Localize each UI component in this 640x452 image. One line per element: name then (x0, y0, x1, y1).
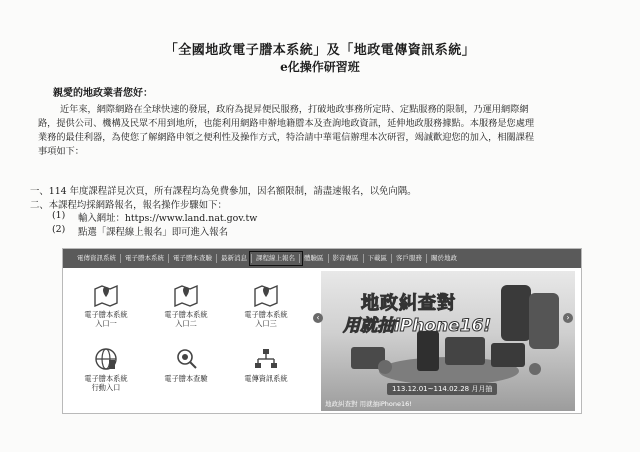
tile-label: 電傳資訊系統 (244, 374, 288, 383)
magnifier-icon (174, 347, 198, 371)
tile-label: 電子謄本系統 (84, 374, 128, 383)
carousel-next-arrow-icon[interactable]: › (563, 313, 573, 323)
step-two-number: (2) (52, 224, 66, 235)
document-title: 「全國地政電子謄本系統」及「地政電傳資訊系統」 (164, 43, 476, 58)
nav-item-transcript-system[interactable]: 電子謄本系統 (121, 254, 169, 263)
promo-caption: 地政糾查對 用就抽iPhone16! (325, 400, 412, 408)
site-nav-bar (63, 249, 581, 268)
item-two: 二、本課程均採網路報名，報名操作步驟如下： (30, 200, 227, 211)
org-chart-icon (254, 347, 278, 371)
step-one-number: (1) (52, 210, 66, 221)
tile-label: 電子謄本查驗 (164, 374, 208, 383)
map-pin-icon (253, 283, 279, 307)
map-pin-icon (173, 283, 199, 307)
website-screenshot (62, 248, 582, 414)
nav-item-experience[interactable]: 體驗區 (300, 254, 329, 263)
promo-subheadline: 用就抽iPhone16! (343, 316, 492, 336)
tile-sublabel: 入口一 (95, 319, 117, 328)
tile-remote-info[interactable] (229, 347, 303, 383)
nav-item-video[interactable]: 影音專區 (329, 254, 364, 263)
tile-sublabel: 行動入口 (91, 383, 121, 392)
promo-date: 113.12.01~114.02.28 月月抽 (387, 383, 497, 395)
tile-sublabel: 入口二 (175, 319, 197, 328)
carousel-prev-arrow-icon[interactable]: ‹ (313, 313, 323, 323)
nav-item-course-registration[interactable]: 課程線上報名 (252, 254, 300, 263)
step-one-text: 輸入網址：https://www.land.nat.gov.tw (78, 213, 258, 224)
tile-label: 電子謄本系統 (244, 310, 288, 319)
nav-item-transcript-verify[interactable]: 電子謄本查驗 (169, 254, 217, 263)
intro-line: 事項如下： (38, 146, 84, 157)
promo-carousel[interactable] (321, 271, 575, 411)
tile-label: 電子謄本系統 (84, 310, 128, 319)
intro-line: 近年來，網際網路在全球快速的發展，政府為提昇便民服務，打破地政事務所定時、定點服務的限制，乃運用網際網 (60, 104, 529, 115)
tile-transcript-verify[interactable] (149, 347, 223, 383)
nav-item-download[interactable]: 下載區 (364, 254, 393, 263)
promo-headline: 地政糾查對 (361, 293, 456, 314)
tile-transcript-mobile[interactable] (69, 347, 143, 392)
tile-transcript-entry-2[interactable] (149, 283, 223, 328)
tile-sublabel: 入口三 (255, 319, 277, 328)
tile-transcript-entry-1[interactable] (69, 283, 143, 328)
globe-icon (94, 347, 118, 371)
intro-line: 路，提供公司、機構及民眾不用到地所，也能利用網路申辦地籍謄本及查詢地政資訊，延伸地政服務據點。本服務是您處理 (38, 118, 535, 129)
document-subtitle: e化操作研習班 (280, 60, 360, 74)
nav-item-customer-service[interactable]: 客戶服務 (392, 254, 427, 263)
nav-item-remote-info[interactable]: 電傳資訊系統 (73, 254, 121, 263)
nav-item-about[interactable]: 關於地政 (431, 254, 457, 262)
intro-paragraph (38, 103, 608, 159)
tile-label: 電子謄本系統 (164, 310, 208, 319)
greeting: 親愛的地政業者您好： (53, 88, 153, 99)
item-one: 一、114 年度課程詳見次頁，所有課程均為免費參加，因名額限制，請盡速報名，以免向隅。 (30, 186, 417, 197)
map-pin-icon (93, 283, 119, 307)
nav-item-news[interactable]: 最新消息 (217, 254, 252, 263)
step-two-text: 點選「課程線上報名」即可進入報名 (78, 227, 229, 238)
tile-transcript-entry-3[interactable] (229, 283, 303, 328)
intro-line: 業務的最佳利器，為使您了解網路申領之便利性及操作方式，特洽請中華電信辦理本次研習，竭誠歡迎您的加入，相關課程 (38, 132, 535, 143)
